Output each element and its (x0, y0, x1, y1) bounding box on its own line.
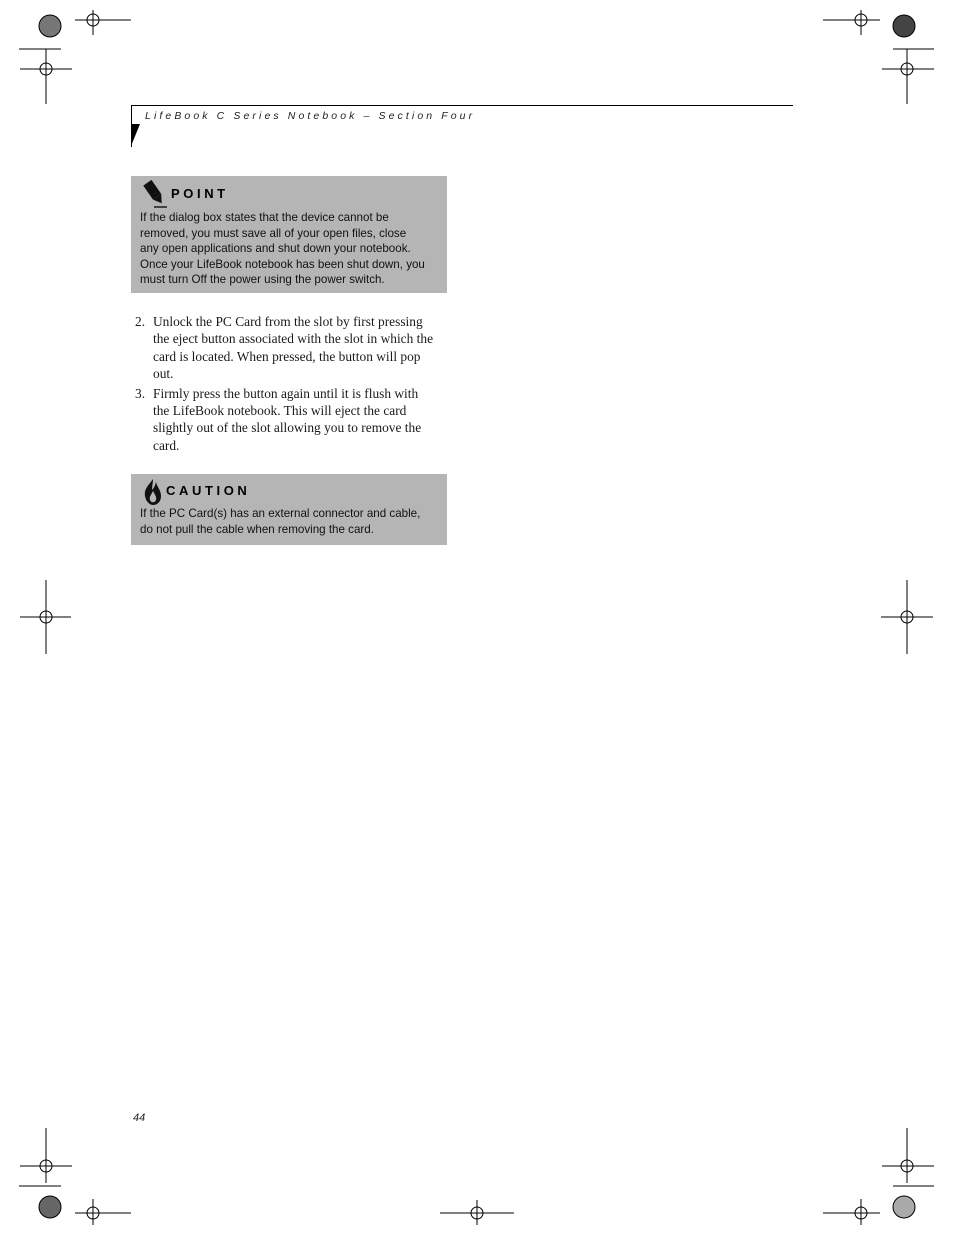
running-header: LifeBook C Series Notebook – Section Four (145, 110, 476, 122)
registration-mark-top-left (0, 0, 140, 110)
list-item (135, 313, 450, 383)
registration-mark-top-right (814, 0, 954, 110)
header-tab-marker (131, 124, 140, 146)
registration-mark-bottom-left (0, 1125, 140, 1235)
caution-note-header (140, 474, 438, 506)
registration-mark-mid-left (15, 578, 75, 658)
registration-mark-bottom-right (814, 1125, 954, 1235)
point-note-box (131, 176, 447, 293)
point-note-line: removed, you must save all of your open files, close (140, 226, 407, 240)
header-rule (131, 105, 793, 106)
step-number: 3. (135, 385, 146, 401)
step-line: the eject button associated with the slot in which the (153, 331, 434, 347)
page-number: 44 (133, 1112, 146, 1124)
step-line: the LifeBook notebook. This will eject the card (153, 403, 407, 419)
step-line: Firmly press the button again until it is flush with (153, 385, 419, 401)
step-line: card is located. When pressed, the button will pop (153, 348, 421, 364)
step-line: card. (153, 437, 180, 453)
step-line: Unlock the PC Card from the slot by first pressing (153, 314, 423, 329)
caution-note-box (131, 474, 447, 545)
steps-list (135, 313, 450, 456)
point-note-line: any open applications and shut down your notebook. (140, 242, 411, 256)
point-note-line: If the dialog box states that the device cannot be (140, 211, 389, 224)
caution-note-line: If the PC Card(s) has an external connector and cable, (140, 507, 421, 520)
point-note-body (140, 210, 438, 288)
pencil-icon (142, 180, 168, 208)
point-note-line: Once your LifeBook notebook has been shut down, you (140, 257, 425, 271)
caution-note-line: do not pull the cable when removing the card. (140, 522, 374, 536)
caution-note-body (140, 506, 438, 537)
caution-note-title: CAUTION (166, 483, 251, 498)
step-number: 2. (135, 314, 146, 329)
registration-mark-mid-right (877, 578, 937, 658)
list-item (135, 385, 450, 455)
point-note-line: must turn Off the power using the power switch. (140, 273, 385, 287)
flame-icon (142, 478, 164, 506)
point-note-header (140, 176, 438, 210)
step-line: slightly out of the slot allowing you to remove the (153, 420, 422, 436)
step-line: out. (153, 366, 174, 382)
point-note-title: POINT (171, 186, 229, 201)
registration-mark-bottom-center (437, 1195, 517, 1235)
